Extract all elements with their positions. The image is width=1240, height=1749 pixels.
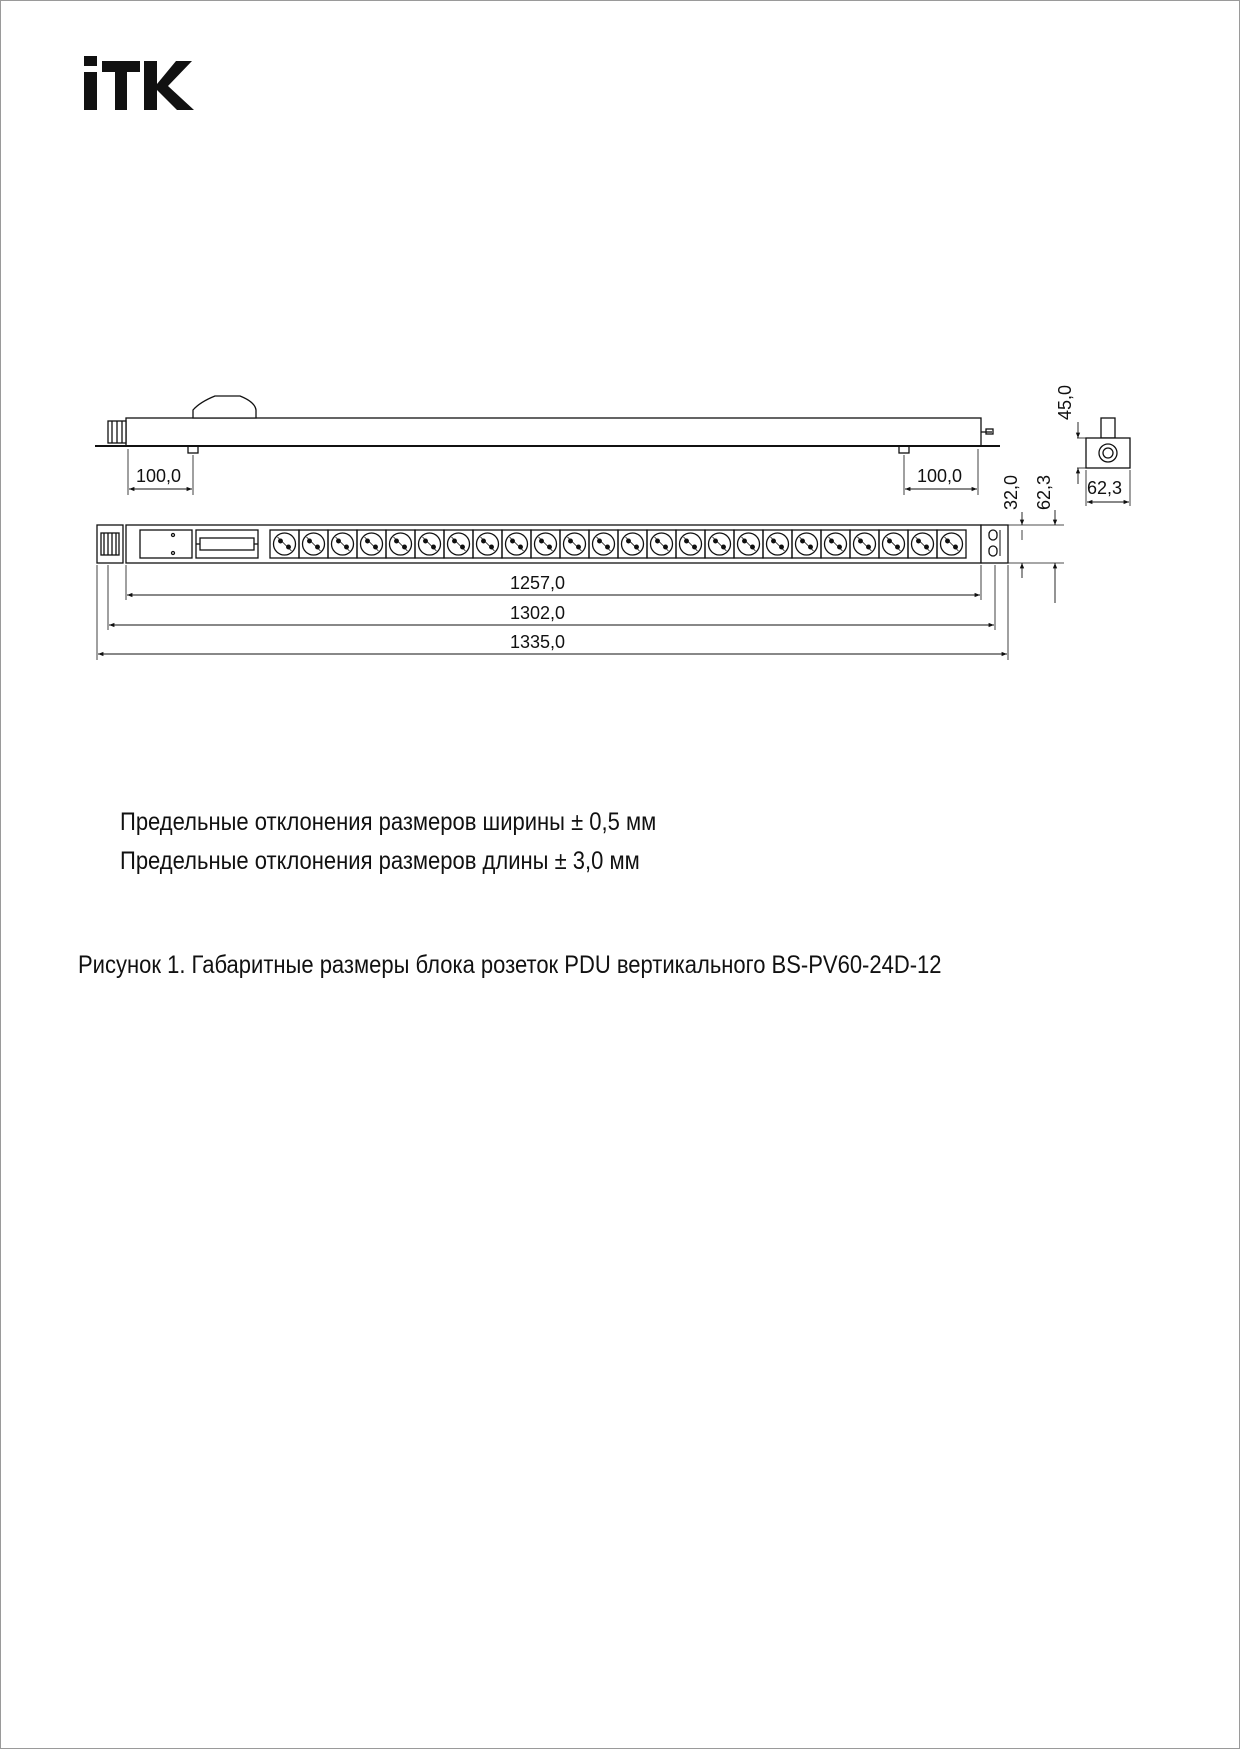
dim-left-offset: 100,0 xyxy=(136,466,182,486)
dim-side-height: 45,0 xyxy=(1055,384,1075,420)
tolerance-length-note: Предельные отклонения размеров длины ± 3,0 мм xyxy=(120,847,640,875)
dim-width-62: 62,3 xyxy=(1034,474,1054,510)
top-view xyxy=(95,396,1000,495)
dim-length-1257: 1257,0 xyxy=(510,573,566,593)
dim-length-1335: 1335,0 xyxy=(510,632,566,652)
dim-width-32: 32,0 xyxy=(1001,474,1021,510)
dim-side-depth: 62,3 xyxy=(1087,478,1123,498)
front-view xyxy=(97,525,1008,563)
dim-right-offset: 100,0 xyxy=(917,466,963,486)
tolerance-width-note: Предельные отклонения размеров ширины ± 0,5 мм xyxy=(120,808,657,836)
pdu-drawing xyxy=(0,0,1240,700)
figure-caption: Рисунок 1. Габаритные размеры блока розеток PDU вертикального BS-PV60-24D-12 xyxy=(78,951,942,979)
dim-length-1302: 1302,0 xyxy=(510,603,566,623)
